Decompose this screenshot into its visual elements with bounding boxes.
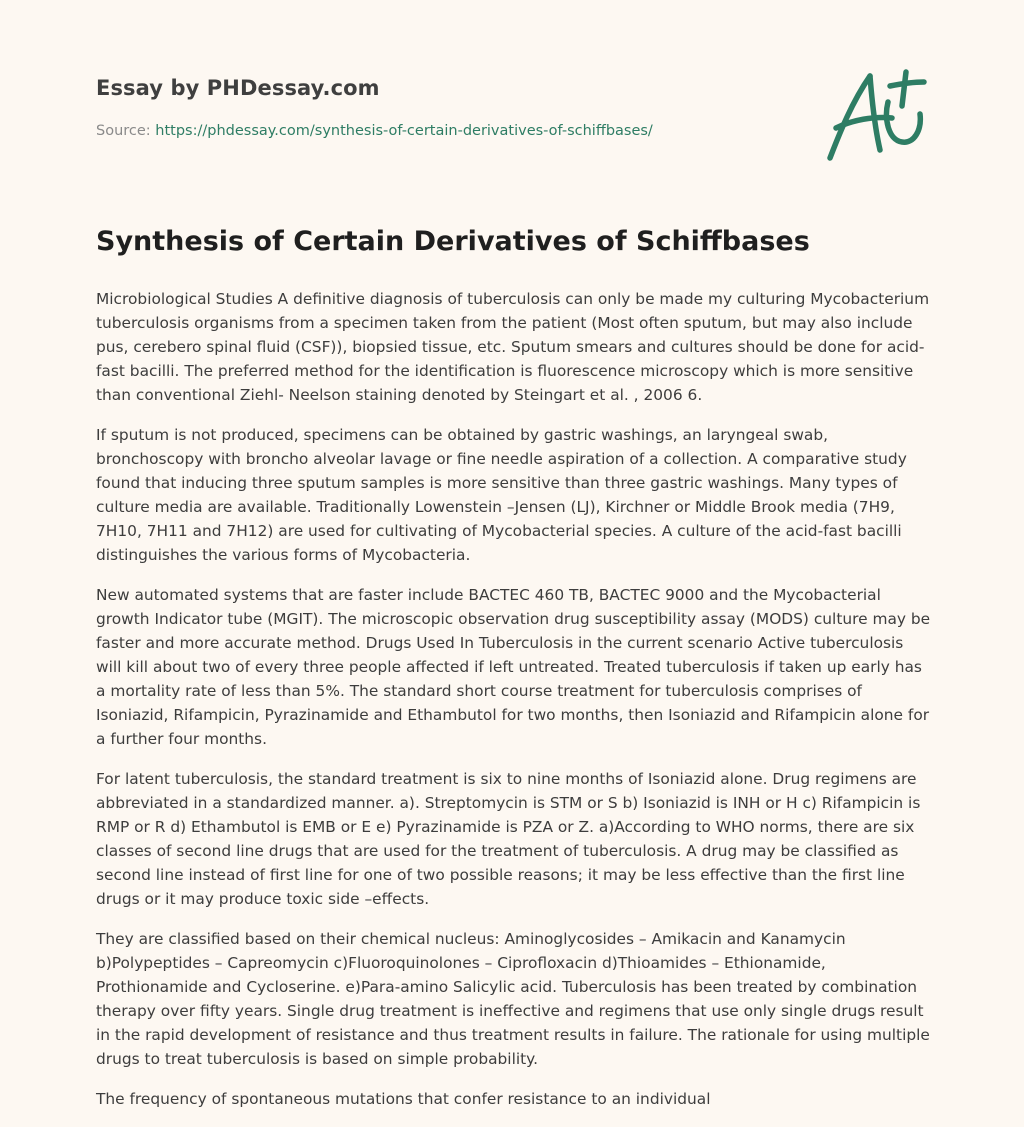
paragraph: If sputum is not produced, specimens can be obtained by gastric washings, an laryngeal swab, bronchoscopy with broncho alveolar lavage or fine needle aspiration of a collection. A comparative study found that inducing three sputum samples is more sensitive than three gastric washings. Many types of culture media are available. Traditionally Lowenstein –Jensen (LJ), Kirchner or Middle Brook media (7H9, 7H10, 7H11 and 7H12) are used for cultivating of Mycobacterial species. A culture of the acid-fast bacilli distinguishes the various forms of Mycobacteria. — [96, 426, 907, 564]
article-body — [96, 287, 932, 1127]
paragraph: New automated systems that are faster include BACTEC 460 TB, BACTEC 9000 and the Mycobacterial growth Indicator tube (MGIT). The microscopic observation drug susceptibility assay (MODS) culture may be faster and more accurate method. Drugs Used In Tuberculosis in the current scenario Active tuberculosis will kill about two of every three people affected if left untreated. Treated tuberculosis if taken up early has a mortality rate of less than 5%. The standard short course treatment for tuberculosis comprises of Isoniazid, Rifampicin, Pyrazinamide and Ethambutol for two months, then Isoniazid and Rifampicin alone for a further four months. — [96, 586, 931, 748]
paragraph: The frequency of spontaneous mutations that confer resistance to an individual — [96, 1090, 711, 1108]
paragraph: They are classified based on their chemical nucleus: Aminoglycosides – Amikacin and Kanamycin b)Polypeptides – Capreomycin c)Fluoroquinolones – Ciprofloxacin d)Thioamides – Ethionamide, Prothionamide and Cycloserine. e)Para-amino Salicylic acid. Tuberculosis has been treated by combination therapy over fifty years. Single drug treatment is ineffective and regimens that use only single drugs result in the rapid development of resistance and thus treatment results in failure. The rationale for using multiple drugs to treat tuberculosis is based on simple probability. — [96, 930, 930, 1068]
source-line — [96, 123, 653, 139]
a-plus-grade-logo-icon — [826, 66, 930, 166]
paragraph: For latent tuberculosis, the standard treatment is six to nine months of Isoniazid alone. Drug regimens are abbreviated in a standardized manner. a). Streptomycin is STM or S b) Isoniazid is INH or H c) Rifampicin is RMP or R d) Ethambutol is EMB or E e) Pyrazinamide is PZA or Z. a)According to WHO norms, there are six classes of second line drugs that are used for the treatment of tuberculosis. A drug may be classified as second line instead of first line for one of two possible reasons; it may be less effective than the first line drugs or it may produce toxic side –effects. — [96, 770, 921, 908]
source-link[interactable]: https://phdessay.com/synthesis-of-certain-derivatives-of-schiffbases/ — [155, 123, 653, 139]
site-brand: Essay by PHDessay.com — [96, 76, 380, 100]
paragraph: Microbiological Studies A definitive diagnosis of tuberculosis can only be made my culturing Mycobacterium tuberculosis organisms from a specimen taken from the patient (Most often sputum, but may also include pus, cerebero spinal fluid (CSF)), biopsied tissue, etc. Sputum smears and cultures should be done for acid-fast bacilli. The preferred method for the identification is fluorescence microscopy which is more sensitive than conventional Ziehl- Neelson staining denoted by Steingart et al. , 2006 6. — [96, 290, 930, 404]
article-title: Synthesis of Certain Derivatives of Schiffbases — [96, 226, 810, 257]
source-label: Source: — [96, 123, 151, 139]
